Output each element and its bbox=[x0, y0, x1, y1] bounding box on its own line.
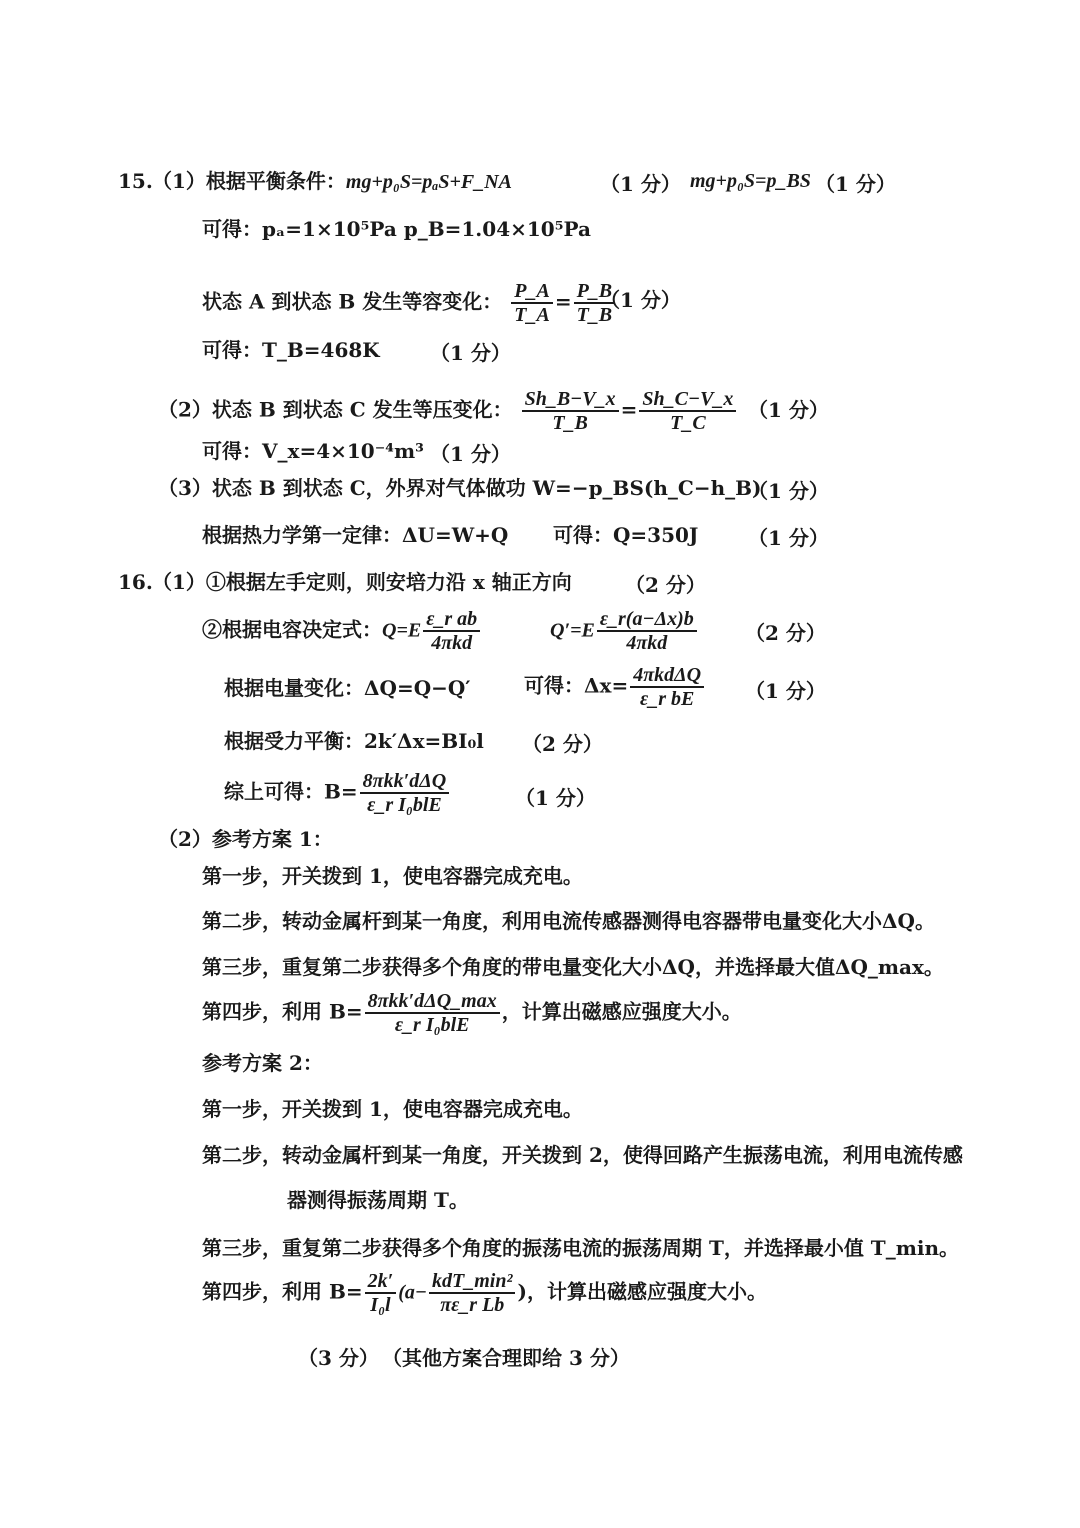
fraction: $\frac{P\_B}{T\_B}$ bbox=[574, 280, 616, 326]
q15-part1-eq2: mg+p₀S=p_BS bbox=[690, 170, 811, 192]
text: 状态 A 到状态 B 发生等容变化： bbox=[202, 289, 503, 314]
part-label: （1） bbox=[152, 169, 206, 193]
q16-line3: 根据电量变化：ΔQ=Q−Q′ bbox=[224, 676, 471, 700]
final-note: （其他方案合理即给 3 分） bbox=[382, 1346, 630, 1370]
q15-line6: 可得：V_x=4×10⁻⁴m³ bbox=[202, 439, 424, 463]
q16-part1-score: （2 分） bbox=[625, 573, 706, 597]
q16-label: 16. bbox=[118, 570, 153, 594]
q15-line8-result: 可得：Q=350J bbox=[553, 523, 699, 547]
q15-part1 bbox=[152, 168, 512, 195]
plan1-step1: 第一步，开关拨到 1，使电容器完成充电。 bbox=[202, 864, 583, 888]
q15-part1-score1: （1 分） bbox=[600, 172, 681, 196]
q16-line2-score: （2 分） bbox=[745, 621, 826, 645]
q15-part1-score2: （1 分） bbox=[815, 172, 896, 196]
q15-part3 bbox=[158, 475, 762, 501]
q16-line2: ②根据电容决定式：Q=E $\frac{\text{ε\_r ab}}{\text{4πkd}}$ bbox=[202, 608, 482, 654]
part-label: （2） bbox=[158, 397, 212, 422]
q15-line4: 可得：T_B=468K bbox=[202, 338, 380, 362]
text: 状态 B 到状态 C 发生等压变化： bbox=[211, 397, 513, 422]
fraction: $\frac{\text{8πkk′dΔQ\_max}}{\text{ε\_r I₀blE}}$ bbox=[365, 990, 500, 1036]
part-label: （3） bbox=[158, 476, 212, 500]
q16-line5: 综上可得：B= $\frac{\text{8πkk′dΔQ}}{\text{ε\_r I₀blE}}$ bbox=[224, 770, 451, 816]
fraction: $\frac{\text{4πkdΔQ}}{\text{ε\_r bE}}$ bbox=[630, 664, 704, 710]
q15-line6-score: （1 分） bbox=[430, 442, 511, 466]
fraction: $\frac{\text{8πkk′dΔQ}}{\text{ε\_r I₀blE}}$ bbox=[360, 770, 450, 816]
fraction: $\frac{\text{ε\_r ab}}{\text{4πkd}}$ bbox=[423, 608, 480, 654]
plan1-step2: 第二步，转动金属杆到某一角度，利用电流传感器测得电容器带电量变化大小ΔQ。 bbox=[202, 909, 935, 933]
fraction: $\frac{Sh\_C-V\_x}{T\_C}$ bbox=[639, 388, 736, 434]
q16-line4: 根据受力平衡：2k′Δx=BI₀l bbox=[224, 729, 484, 753]
text: 根据平衡条件： bbox=[205, 169, 346, 193]
text: ①根据左手定则，则安培力沿 x 轴正方向 bbox=[205, 570, 572, 594]
q15-line3: 状态 A 到状态 B 发生等容变化： $\frac{P\_A}{T\_A}$ = $\frac{P\_B}{T\_B}$ bbox=[202, 280, 617, 326]
part-label: （2） bbox=[158, 827, 212, 851]
plan1-step4: 第四步，利用 B= $\frac{\text{8πkk′dΔQ\_max}}{\text{ε\_r I₀blE}}$ ，计算出磁感应强度大小。 bbox=[202, 990, 742, 1036]
q16-line3-score: （1 分） bbox=[745, 679, 826, 703]
plan2-step2a: 第二步，转动金属杆到某一角度，开关拨到 2，使得回路产生振荡电流，利用电流传感 bbox=[202, 1143, 963, 1167]
part-label: （1） bbox=[152, 570, 206, 594]
plan2-step4: 第四步，利用 B= $\frac{2k'}{\text{I₀l}}$ (a− $\frac{\text{kdT\_min²}}{\text{πε\_r Lb}}$ )，计算出磁感应强度大小。 bbox=[202, 1270, 767, 1316]
plan2-title: 参考方案 2： bbox=[202, 1051, 323, 1075]
plan2-step2b: 器测得振荡周期 T。 bbox=[287, 1188, 469, 1212]
q15-part2: （2）状态 B 到状态 C 发生等压变化： $\frac{Sh\_B-V\_x}{T\_B}$ = $\frac{Sh\_C-V\_x}{T\_C}$ bbox=[158, 388, 738, 434]
q15-part3-score: （1 分） bbox=[748, 479, 829, 503]
fraction: $\frac{Sh\_B-V\_x}{T\_B}$ bbox=[522, 388, 619, 434]
q15-line4-score: （1 分） bbox=[430, 341, 511, 365]
q15-part2-score: （1 分） bbox=[748, 398, 829, 422]
equation: mg+p₀S=pₐS+F_NA bbox=[345, 171, 512, 193]
q15-line2: 可得：pₐ=1×10⁵Pa p_B=1.04×10⁵Pa bbox=[202, 217, 591, 241]
q16-part2 bbox=[158, 826, 333, 852]
q16-part1 bbox=[152, 569, 572, 595]
final-score: （3 分） bbox=[298, 1346, 379, 1370]
plan2-step3: 第三步，重复第二步获得多个角度的振荡电流的振荡周期 T，并选择最小值 T_min。 bbox=[202, 1236, 959, 1260]
q16-line2-rhs: Q′=E $\frac{\varepsilon\_r(a-\Delta x)b}{\text{4πkd}}$ bbox=[550, 608, 699, 654]
fraction: $\frac{2k'}{\text{I₀l}}$ bbox=[365, 1270, 397, 1316]
q15-label: 15. bbox=[118, 169, 153, 193]
text: 状态 B 到状态 C，外界对气体做功 W=−p_BS(h_C−h_B) bbox=[211, 476, 762, 500]
q15-line3-score: （1 分） bbox=[600, 288, 681, 312]
plan2-step1: 第一步，开关拨到 1，使电容器完成充电。 bbox=[202, 1097, 583, 1121]
q15-line8-score: （1 分） bbox=[748, 526, 829, 550]
q16-line4-score: （2 分） bbox=[522, 732, 603, 756]
q15-line8: 根据热力学第一定律：ΔU=W+Q bbox=[202, 523, 509, 547]
fraction: $\frac{P\_A}{T\_A}$ bbox=[511, 280, 553, 326]
plan1-step3: 第三步，重复第二步获得多个角度的带电量变化大小ΔQ，并选择最大值ΔQ_max。 bbox=[202, 955, 944, 979]
fraction: $\frac{\varepsilon\_r(a-\Delta x)b}{\text{4πkd}}$ bbox=[597, 608, 697, 654]
q16-line5-score: （1 分） bbox=[515, 786, 596, 810]
text: ②根据电容决定式： bbox=[202, 617, 382, 642]
q16-line3-result: 可得：Δx= $\frac{\text{4πkdΔQ}}{\text{ε\_r bE}}$ bbox=[524, 664, 706, 710]
fraction: $\frac{\text{kdT\_min²}}{\text{πε\_r Lb}}$ bbox=[429, 1270, 515, 1316]
plan1-title: 参考方案 1： bbox=[211, 827, 333, 851]
